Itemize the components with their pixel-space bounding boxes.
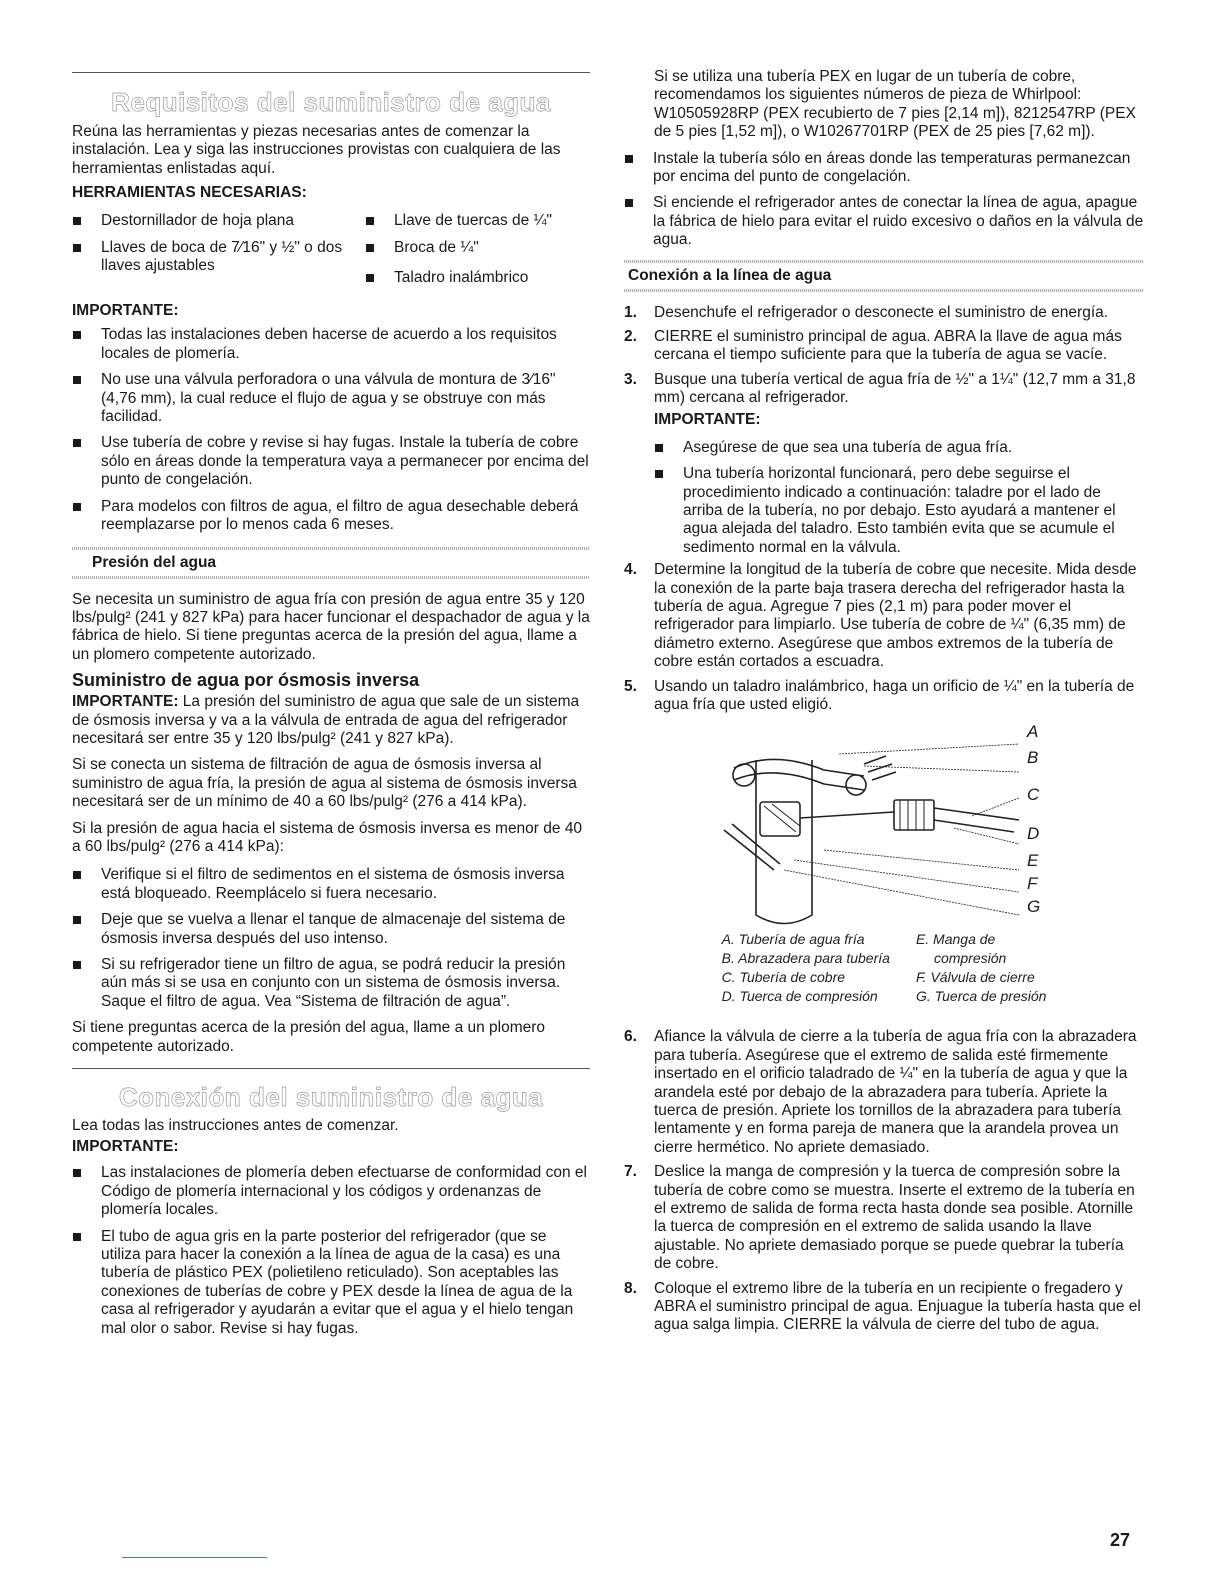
ro-text2: Si se conecta un sistema de filtración de agua de ósmosis inversa al suministro de agua fría, la presión de agua al sistema de ósmosis inversa necesitará ser de un mínimo de 40 a 60 lbs/pulg² (276 a 414 kPa). xyxy=(72,756,577,811)
list-item: Asegúrese de que sea una tubería de agua fría. xyxy=(654,439,1144,457)
conn-list xyxy=(72,1164,590,1338)
section-rule xyxy=(72,1068,590,1069)
list-item: Broca de ¼" xyxy=(365,239,590,257)
step3-important-label: IMPORTANTE: xyxy=(654,410,761,428)
list-item: Las instalaciones de plomería deben efectuarse de conformidad con el Código de plomería internacional y los códigos y ordenanzas de plomería locales. xyxy=(72,1164,590,1219)
footer-rule xyxy=(122,1557,267,1558)
callout-e: E xyxy=(1027,851,1039,871)
step-item: 1. Desenchufe el refrigerador o desconecte el suministro de energía. xyxy=(624,303,1109,321)
dashed-rule xyxy=(624,289,1144,292)
line-title: Conexión a la línea de agua xyxy=(628,266,832,284)
list-item: Para modelos con filtros de agua, el filtro de agua desechable deberá reemplazarse por lo menos cada 6 meses. xyxy=(72,498,590,535)
list-item: Verifique si el filtro de sedimentos en el sistema de ósmosis inversa está bloqueado. Reemplácelo si fuera necesario. xyxy=(72,866,590,903)
ro-title: Suministro de agua por ósmosis inversa xyxy=(72,670,420,691)
pressure-text: Se necesita un suministro de agua fría con presión de agua entre 35 y 120 lbs/pulg² (241 y 827 kPa) para hacer funcionar el despachador de agua y la fábrica de hielo. Si tiene preguntas acerca de la presión del agua, llame a un plomero competente autorizado. xyxy=(72,590,590,663)
callout-a: A xyxy=(1027,722,1039,742)
dashed-rule xyxy=(72,576,590,579)
ro-text4: Si tiene preguntas acerca de la presión del agua, llame a un plomero competente autorizado. xyxy=(72,1019,546,1055)
req-intro: Reúna las herramientas y piezas necesarias antes de comenzar la instalación. Lea y siga las instrucciones provistas con cualquiera de las herramientas enlistadas aquí. xyxy=(72,123,561,177)
list-item: Use tubería de cobre y revise si hay fugas. Instale la tubería de cobre sólo en áreas donde la temperatura vaya a permanecer por encima del punto de congelación. xyxy=(72,434,590,489)
callout-f: F xyxy=(1027,874,1038,894)
pex-text: Si se utiliza una tubería PEX en lugar de un tubería de cobre, recomendamos los siguientes números de pieza de Whirlpool: W10505928RP (PEX recubierto de 7 pies [2,14 m]), 8212547RP (PEX de 5 pies [1,52 m]), o W10267701RP (PEX de 25 pies [7,62 m]). xyxy=(654,68,1136,141)
valve-diagram xyxy=(624,720,1144,928)
step-item: 5. Usando un taladro inalámbrico, haga un orificio de ¼" en la tubería de agua fría que usted eligió. xyxy=(624,677,1135,713)
legend-col1: A. Tubería de agua fría B. Abrazadera para tubería C. Tubería de cobre D. Tuerca de compresión xyxy=(721,931,890,1005)
list-item: Si su refrigerador tiene un filtro de agua, se podrá reducir la presión aún más si se usa en conjunto con un sistema de ósmosis inversa. Saque el filtro de agua. Vea “Sistema de filtración de agua”. xyxy=(72,956,590,1011)
list-item: Si enciende el refrigerador antes de conectar la línea de agua, apague la fábrica de hielo para evitar el ruido excesivo o daños en la válvula de agua. xyxy=(624,194,1144,249)
page-number: 27 xyxy=(1110,1530,1131,1550)
tools-list xyxy=(72,212,590,295)
list-item: Llaves de boca de 7⁄16" y ½" o dos llaves ajustables xyxy=(72,239,365,276)
conn-intro: Lea todas las instrucciones antes de comenzar. xyxy=(72,1117,399,1135)
list-item: Deje que se vuelva a llenar el tanque de almacenaje del sistema de ósmosis inversa después del uso intenso. xyxy=(72,911,590,948)
ro-important-label: IMPORTANTE: xyxy=(72,693,179,711)
conn-important-label: IMPORTANTE: xyxy=(72,1138,179,1156)
cold-pipe-shape xyxy=(756,760,812,924)
steps-6-8 xyxy=(624,1028,1144,1335)
list-item: El tubo de agua gris en la parte posterior del refrigerador (que se utiliza para hacer la conexión a la línea de agua de la casa) es una tubería de plástico PEX (polietileno reticulado). Son aceptables las conexiones de tuberías de cobre y PEX desde la línea de agua de la casa al refrigerador y ayudarán a evitar que el agua y el hielo tengan mal olor o sabor. Revise si hay fugas. xyxy=(72,1228,590,1338)
tools-col2 xyxy=(365,212,590,295)
tools-label: HERRAMIENTAS NECESARIAS: xyxy=(72,184,307,202)
step-item: 8. Coloque el extremo libre de la tubería en un recipiente o fregadero y ABRA el suministro principal de agua. Enjuague la tubería hasta que el agua salga limpia. CIERRE la válvula de cierre del tubo de agua. xyxy=(624,1279,1141,1334)
section-title-requirements: Requisitos del suministro de agua xyxy=(111,87,551,117)
list-item: Llave de tuercas de ¼" xyxy=(365,212,590,230)
figure-legend xyxy=(624,930,1144,1006)
legend-col2: E. Manga de compresión F. Válvula de cierre G. Tuerca de presión xyxy=(915,931,1047,1005)
important-label: IMPORTANTE: xyxy=(72,302,179,320)
pex-list xyxy=(624,150,1144,250)
step-item: 3. Busque una tubería vertical de agua fría de ½" a 1¼" (12,7 mm a 31,8 mm) cercana al refrigerador. IMPORTANTE: Asegúrese de que sea una tubería de agua fría. Una tubería horizontal funcionará, pero debe seguirse el procedimiento indicado a continuación: taladre por el lado de arriba de la tubería, no por debajo. Esto ayudará a mantener el agua alejada del taladro. Esto también evita que se acumule el sedimento normal en la válvula. xyxy=(624,371,1144,557)
important-list xyxy=(72,326,590,534)
left-column xyxy=(72,0,590,1346)
list-item: Instale la tubería sólo en áreas donde las temperaturas permanezcan por encima del punto de congelación. xyxy=(624,150,1144,187)
steps-1-3 xyxy=(624,304,1144,557)
clamp-shape xyxy=(734,760,864,777)
callout-c: C xyxy=(1027,785,1040,805)
figure-callouts xyxy=(1027,720,1040,918)
tools-col1 xyxy=(72,212,365,295)
step3-list xyxy=(654,439,1144,557)
step-item: 6. Afiance la válvula de cierre a la tubería de agua fría con la abrazadera para tubería. Asegúrese que el extremo de salida esté firmemente insertado en el orificio taladrado de ¼" en la tubería de agua y que la arandela esté por debajo de la abrazadera para tubería. Apriete la tuerca de presión. Apriete los tornillos de la abrazadera para tubería lentamente y en forma pareja de manera que la arandela provea un cierre hermético. No apriete demasiado. xyxy=(624,1028,1137,1156)
ro-list xyxy=(72,866,590,1011)
valve-illustration xyxy=(624,720,1144,928)
list-item: Taladro inalámbrico xyxy=(365,269,590,287)
list-item: Una tubería horizontal funcionará, pero debe seguirse el procedimiento indicado a continuación: taladre por el lado de arriba de la tubería, no por debajo. Esto ayudará a mantener el agua alejada del taladro. Esto también evita que se acumule el sedimento normal en la válvula. xyxy=(654,465,1144,557)
list-item: No use una válvula perforadora o una válvula de montura de 3⁄16" (4,76 mm), la cual reduce el flujo de agua y se obstruye con más facilidad. xyxy=(72,371,590,426)
list-item: Todas las instalaciones deben hacerse de acuerdo a los requisitos locales de plomería. xyxy=(72,326,590,363)
section-rule xyxy=(72,72,590,73)
callout-d: D xyxy=(1027,824,1040,844)
callout-b: B xyxy=(1027,748,1039,768)
step-item: 7. Deslice la manga de compresión y la tuerca de compresión sobre la tubería de cobre como se muestra. Inserte el extremo de la tubería en el extremo de salida de forma recta hasta donde sea posible. Atornille la tuerca de compresión en el extremo de salida usando la llave ajustable. No apriete demasiado porque se puede quebrar la tubería de cobre. xyxy=(624,1163,1135,1273)
callout-g: G xyxy=(1027,897,1041,917)
step-item: 4. Determine la longitud de la tubería de cobre que necesite. Mida desde la conexión de la parte baja trasera derecha del refrigerador hasta la tubería de agua. Agregue 7 pies (2,1 m) para poder mover el refrigerador para limpiarlo. Use tubería de cobre de ¼" (6,35 mm) de diámetro externo. Asegúrese que ambos extremos de la tubería de cobre están cortados a escuadra. xyxy=(624,561,1137,671)
ro-text3: Si la presión de agua hacia el sistema de ósmosis inversa es menor de 40 a 60 lbs/pulg² (276 a 414 kPa): xyxy=(72,819,583,855)
right-column xyxy=(624,0,1144,1341)
section-title-connection: Conexión del suministro de agua xyxy=(118,1082,544,1113)
step-item: 2. CIERRE el suministro principal de agua. ABRA la llave de agua más cercana el tiempo suficiente para que la tubería de agua se vacíe. xyxy=(624,328,1122,364)
steps-4-5 xyxy=(624,561,1144,714)
list-item: Destornillador de hoja plana xyxy=(72,212,365,230)
ro-text1: IMPORTANTE: La presión del suministro de agua que sale de un sistema de ósmosis inversa y va a la válvula de entrada de agua del refrigerador necesitará ser entre 35 y 120 lbs/pulg² (241 y 827 kPa). xyxy=(72,693,580,747)
pressure-title: Presión del agua xyxy=(92,553,217,571)
